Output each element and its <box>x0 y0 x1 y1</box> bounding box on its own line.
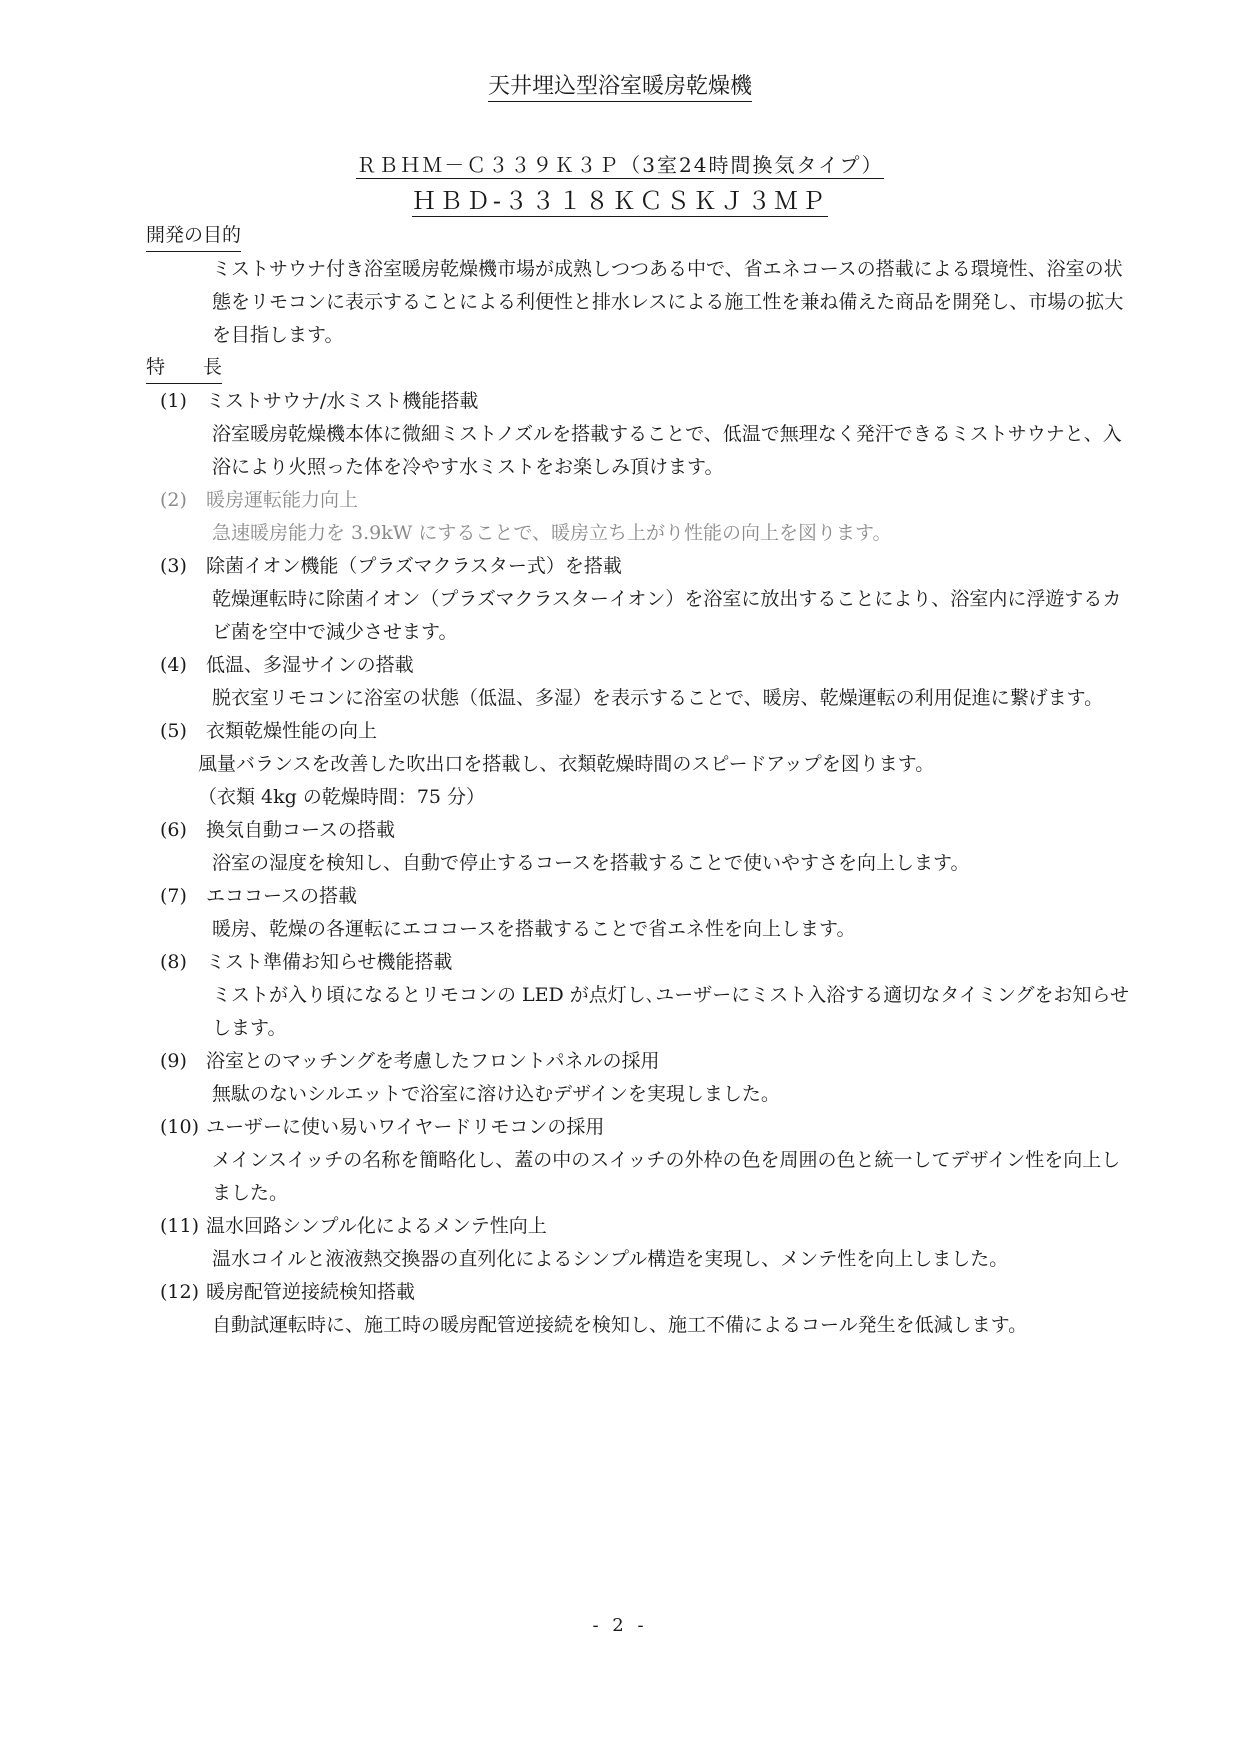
feature-number: (6) <box>160 819 187 841</box>
feature-description: 急速暖房能力を 3.9kW にすることで、暖房立ち上がり性能の向上を図ります。 <box>212 522 892 544</box>
feature-description: 風量バランスを改善した吹出口を搭載し、衣類乾燥時間のスピードアップを図ります。 <box>198 753 935 775</box>
feature-description: 温水コイルと液液熱交換器の直列化によるシンプル構造を実現し、メンテ性を向上しました。 <box>212 1248 1009 1270</box>
feature-item-5 <box>146 715 1126 814</box>
purpose-heading: 開発の目的 <box>146 220 241 252</box>
feature-title-text: 除菌イオン機能（プラズマクラスター式）を搭載 <box>206 555 622 577</box>
feature-title-text: 暖房運転能力向上 <box>206 489 359 511</box>
feature-item-2 <box>146 484 1126 550</box>
feature-title-text: 換気自動コースの搭載 <box>206 819 396 841</box>
feature-title <box>146 484 1126 517</box>
feature-title <box>146 880 1126 913</box>
model-number-line-2 <box>0 184 1240 218</box>
model-number-line-1 <box>0 150 1240 180</box>
feature-title <box>146 1276 1126 1309</box>
feature-title-text: 低温、多湿サインの搭載 <box>206 654 414 676</box>
feature-description: 浴室暖房乾燥機本体に微細ミストノズルを搭載することで、低温で無理なく発汗できるミストサウナと、入浴により火照った体を冷やす水ミストをお楽しみ頂けます。 <box>212 423 1122 478</box>
feature-item-8 <box>146 946 1129 1045</box>
feature-title-text: エココースの搭載 <box>206 885 358 907</box>
feature-title-text: 暖房配管逆接続検知搭載 <box>206 1281 416 1303</box>
feature-item-4 <box>146 649 1126 715</box>
feature-item-9 <box>146 1045 1126 1111</box>
feature-title <box>146 1045 1126 1078</box>
feature-description: ミストが入り頃になるとリモコンの LED が点灯し､ユーザーにミスト入浴する適切なタイミングをお知らせします。 <box>212 984 1129 1039</box>
document-title <box>0 70 1240 104</box>
features-heading: 特 長 <box>146 352 222 384</box>
feature-number: (3) <box>160 555 187 577</box>
feature-title-text: 浴室とのマッチングを考慮したフロントパネルの採用 <box>206 1050 660 1072</box>
feature-number: (4) <box>160 654 187 676</box>
model-number-1-text: ＲＢＨＭ－Ｃ３３９Ｋ３Ｐ（3室24時間換気タイプ） <box>356 153 884 177</box>
feature-description: メインスイッチの名称を簡略化し、蓋の中のスイッチの外枠の色を周囲の色と統一してデザイン性を向上しました。 <box>212 1149 1121 1204</box>
feature-item-6 <box>146 814 1126 880</box>
feature-item-10 <box>146 1111 1126 1210</box>
feature-description: 暖房、乾燥の各運転にエココースを搭載することで省エネ性を向上します。 <box>212 918 856 940</box>
feature-description: 浴室の湿度を検知し、自動で停止するコースを搭載することで使いやすさを向上します。 <box>212 852 970 874</box>
feature-number: (12) <box>160 1281 200 1303</box>
feature-title <box>146 715 1126 748</box>
feature-title-text: 温水回路シンプル化によるメンテ性向上 <box>206 1215 547 1237</box>
feature-number: (11) <box>160 1215 200 1237</box>
feature-item-1 <box>146 385 1126 484</box>
feature-number: (10) <box>160 1116 200 1138</box>
page-number: - 2 - <box>592 1615 648 1636</box>
feature-title <box>146 1111 1126 1144</box>
feature-number: (1) <box>160 390 187 412</box>
feature-item-12 <box>146 1276 1126 1342</box>
document-title-text: 天井埋込型浴室暖房乾燥機 <box>488 74 752 102</box>
feature-title <box>146 550 1126 583</box>
feature-number: (7) <box>160 885 187 907</box>
feature-title <box>146 1210 1126 1243</box>
feature-description: 自動試運転時に、施工時の暖房配管逆接続を検知し、施工不備によるコール発生を低減します。 <box>212 1314 1028 1336</box>
feature-number: (5) <box>160 720 187 742</box>
feature-item-3 <box>146 550 1126 649</box>
feature-item-7 <box>146 880 1126 946</box>
purpose-text: ミストサウナ付き浴室暖房乾燥機市場が成熟しつつある中で、省エネコースの搭載による環境性、浴室の状態をリモコンに表示することによる利便性と排水レスによる施工性を兼ね備えた商品を開発し、市場の拡大を目指します。 <box>212 258 1124 346</box>
feature-number: (8) <box>160 951 187 973</box>
feature-number: (9) <box>160 1050 187 1072</box>
feature-description: 乾燥運転時に除菌イオン（プラズマクラスターイオン）を浴室に放出することにより、浴室内に浮遊するカビ菌を空中で減少させます。 <box>212 588 1122 643</box>
features-heading-wrap <box>146 352 1126 385</box>
feature-note: （衣類 4kg の乾燥時間：75 分） <box>198 786 486 808</box>
feature-title <box>146 649 1126 682</box>
model-number-2-text: ＨＢＤ-３３１８ＫＣＳＫＪ３ＭＰ <box>411 187 829 215</box>
feature-item-11 <box>146 1210 1126 1276</box>
feature-title <box>146 946 1126 979</box>
feature-title <box>146 814 1126 847</box>
feature-title-text: ミスト準備お知らせ機能搭載 <box>206 951 453 973</box>
purpose-heading-wrap <box>146 220 1126 253</box>
feature-title-text: ミストサウナ/水ミスト機能搭載 <box>206 390 479 412</box>
feature-title-text: ユーザーに使い易いワイヤードリモコンの採用 <box>206 1116 605 1138</box>
feature-description: 脱衣室リモコンに浴室の状態（低温、多湿）を表示することで、暖房、乾燥運転の利用促進に繋げます。 <box>212 687 1104 709</box>
feature-description: 無駄のないシルエットで浴室に溶け込むデザインを実現しました。 <box>212 1083 780 1105</box>
feature-number: (2) <box>160 489 187 511</box>
feature-title <box>146 385 1126 418</box>
feature-title-text: 衣類乾燥性能の向上 <box>206 720 378 742</box>
document-body <box>146 220 1129 1342</box>
